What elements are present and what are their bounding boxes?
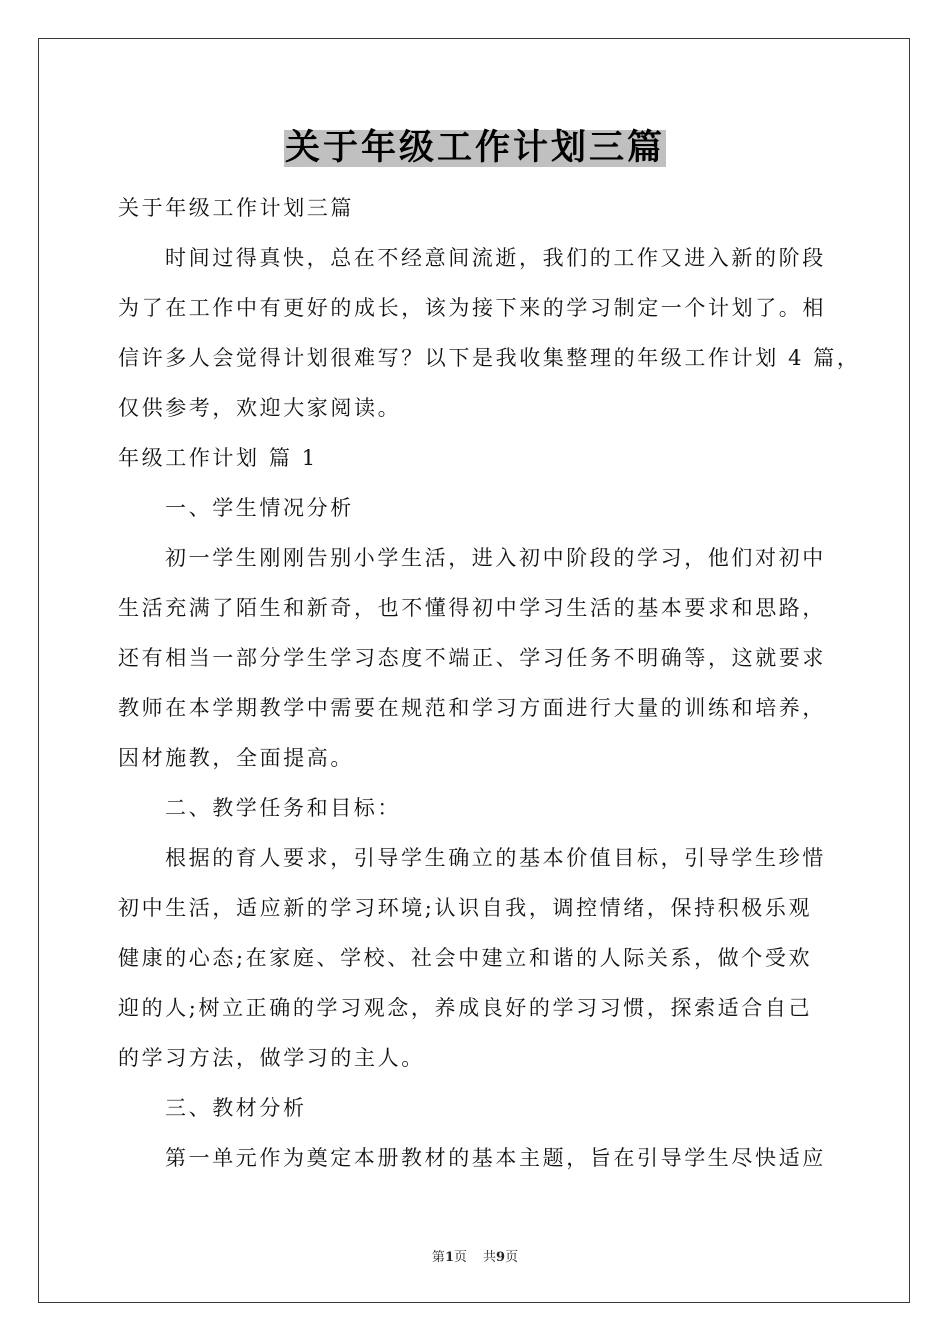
page-footer (0, 1246, 950, 1265)
paragraph-line: 迎的人;树立正确的学习观念，养成良好的学习习惯，探索适合自己 (118, 996, 813, 1020)
document-title: 关于年级工作计划三篇 (284, 128, 665, 168)
paragraph-line: 仅供参考，欢迎大家阅读。 (118, 396, 402, 420)
subsection-heading: 二、教学任务和目标： (165, 796, 401, 820)
paragraph-line: 初一学生刚刚告别小学生活，进入初中阶段的学习，他们对初中 (165, 546, 826, 570)
subsection-heading: 一、学生情况分析 (165, 496, 354, 520)
section-heading: 年级工作计划 篇 1 (118, 446, 318, 470)
paragraph-line: 信许多人会觉得计划很难写？以下是我收集整理的年级工作计划 4 篇， (118, 346, 861, 370)
title-container (0, 130, 950, 167)
total-suffix: 页 (505, 1250, 519, 1265)
page-suffix: 页 (453, 1250, 467, 1265)
current-page-number: 1 (444, 1250, 454, 1265)
paragraph-line: 教师在本学期教学中需要在规范和学习方面进行大量的训练和培养， (118, 696, 826, 720)
paragraph-line: 还有相当一部分学生学习态度不端正、学习任务不明确等，这就要求 (118, 646, 826, 670)
total-page-count: 9 (496, 1250, 506, 1265)
document-body (118, 183, 861, 1183)
total-prefix: 共 (483, 1250, 497, 1265)
paragraph-line: 时间过得真快，总在不经意间流逝，我们的工作又进入新的阶段 (165, 246, 826, 270)
paragraph-line: 第一单元作为奠定本册教材的基本主题，旨在引导学生尽快适应 (165, 1146, 826, 1170)
paragraph-line: 生活充满了陌生和新奇，也不懂得初中学习生活的基本要求和思路， (118, 596, 826, 620)
paragraph-line: 因材施教，全面提高。 (118, 746, 354, 770)
paragraph-line: 的学习方法，做学习的主人。 (118, 1046, 425, 1070)
paragraph-line: 根据的育人要求，引导学生确立的基本价值目标，引导学生珍惜 (165, 846, 826, 870)
paragraph-line: 健康的心态;在家庭、学校、社会中建立和谐的人际关系，做个受欢 (118, 946, 813, 970)
page-prefix: 第 (431, 1250, 445, 1265)
paragraph-line: 为了在工作中有更好的成长，该为接下来的学习制定一个计划了。相 (118, 296, 826, 320)
subsection-heading: 三、教材分析 (165, 1096, 307, 1120)
paragraph-line: 初中生活，适应新的学习环境;认识自我，调控情绪，保持积极乐观 (118, 896, 813, 920)
subtitle-line: 关于年级工作计划三篇 (118, 196, 354, 220)
